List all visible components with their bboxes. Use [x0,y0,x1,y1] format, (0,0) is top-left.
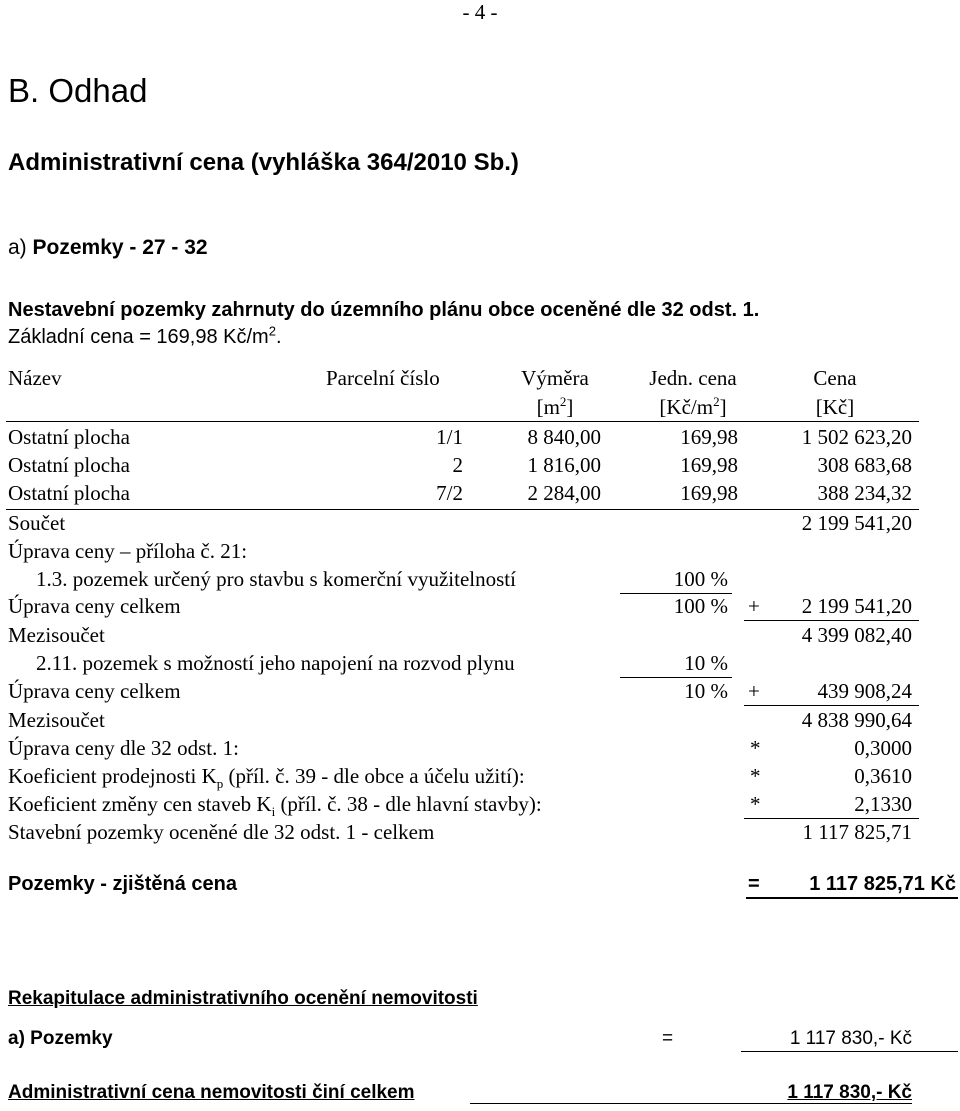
base-price-end: . [275,326,282,348]
row-1-unit-price: 169,98 [680,425,738,449]
adj2-total-rule [744,705,919,706]
header-parcel: Parcelní číslo [326,366,440,390]
unit-price-unit-b: ] [719,395,727,419]
total-value: 1 117 830,- Kč [787,1082,912,1103]
area-unit-b: ] [566,395,574,419]
intro-line-2 [8,323,282,348]
adj2-pct: 10 % [684,651,728,675]
mezisoucet2-value: 4 838 990,64 [801,708,912,732]
row-2-parcel: 2 [452,453,463,477]
ki-label [8,792,542,820]
adj2-total-label: Úprava ceny celkem [8,679,181,703]
adj1-pct: 100 % [673,567,728,591]
admin-heading: Administrativní cena (vyhláška 364/2010 Sb.) [8,149,519,176]
unit-price-unit-a: [Kč/m [659,395,714,419]
adj1-label: 1.3. pozemek určený pro stavbu s komerční využitelností [36,567,516,591]
ki-label-a: Koeficient změny cen staveb K [8,792,272,816]
row-2-unit-price: 169,98 [680,453,738,477]
zjistena-rule [746,897,958,899]
uprava32-op: * [750,736,761,760]
soucet-label: Součet [8,511,66,535]
row-3-price: 388 234,32 [817,481,912,505]
adj1-total-op: + [748,594,760,618]
adj1-total-label: Úprava ceny celkem [8,594,181,618]
uprava32-value: 0,3000 [854,736,912,760]
mezisoucet1-label: Mezisoučet [8,623,105,647]
row-3-unit-price: 169,98 [680,481,738,505]
header-name: Název [8,366,62,390]
total-label: Administrativní cena nemovitosti činí celkem [8,1082,415,1103]
header-price: Cena [813,366,857,390]
adj1-total-rule [744,620,919,621]
header-area-unit [495,394,615,419]
rekap-pozemky-value: 1 117 830,- Kč [789,1028,912,1049]
pozemky-heading-prefix: a) [8,236,33,259]
kp-op: * [750,764,761,788]
base-price-text: Základní cena = 169,98 Kč/m [8,326,269,348]
page-number: - 4 - [462,0,498,24]
mezisoucet1-value: 4 399 082,40 [801,623,912,647]
mezisoucet2-label: Mezisoučet [8,708,105,732]
header-unit-price-unit [628,394,758,419]
kp-label [8,764,525,792]
stavebni-value: 1 117 825,71 [802,820,912,844]
uprava-label: Úprava ceny – příloha č. 21: [8,539,248,563]
row-3-parcel: 7/2 [436,481,463,505]
row-1-price: 1 502 623,20 [801,425,912,449]
ki-rule [744,818,919,819]
header-unit-price: Jedn. cena [649,366,737,390]
row-2-area: 1 816,00 [527,453,601,477]
row-1-area: 8 840,00 [527,425,601,449]
stavebni-label: Stavební pozemky oceněné dle 32 odst. 1 - celkem [8,820,435,844]
ki-op: * [750,792,761,816]
unit-price-unit-sup: 2 [713,394,720,409]
header-price-unit: [Kč] [815,395,855,419]
kp-value: 0,3610 [854,764,912,788]
row-2-price: 308 683,68 [817,453,912,477]
pozemky-heading [8,237,208,258]
kp-label-b: (příl. č. 39 - dle obce a účelu užití): [223,764,525,788]
row-3-area: 2 284,00 [527,481,601,505]
adj2-total-value: 439 908,24 [817,679,912,703]
area-unit-sup: 2 [559,394,567,409]
soucet-value: 2 199 541,20 [801,511,912,535]
area-unit-a: [m [536,395,560,419]
section-title: B. Odhad [8,72,148,109]
adj2-total-op: + [748,679,760,703]
ki-sub: i [271,804,276,820]
row-2-name: Ostatní plocha [8,453,130,477]
rekap-pozemky-label: a) Pozemky [8,1028,113,1049]
zjistena-value: 1 117 825,71 Kč [809,873,956,895]
row-1-parcel: 1/1 [436,425,463,449]
base-price-sup: 2 [268,323,276,339]
adj2-label: 2.11. pozemek s možností jeho napojení na rozvod plynu [36,651,515,675]
row-1-name: Ostatní plocha [8,425,130,449]
rows-rule [6,509,919,510]
kp-label-a: Koeficient prodejnosti K [8,764,217,788]
pozemky-heading-text: Pozemky - 27 - 32 [32,236,208,259]
rekap-pozemky-rule [741,1051,958,1052]
uprava32-label: Úprava ceny dle 32 odst. 1: [8,736,239,760]
row-3-name: Ostatní plocha [8,481,130,505]
intro-line-1: Nestavební pozemky zahrnuty do územního plánu obce oceněné dle 32 odst. 1. [8,299,760,321]
ki-label-b: (příl. č. 38 - dle hlavní stavby): [275,792,542,816]
rekap-pozemky-op: = [662,1028,674,1049]
adj1-total-pct: 100 % [673,594,728,618]
total-label-rule [470,1103,912,1104]
adj1-total-value: 2 199 541,20 [801,594,912,618]
adj2-rule [620,677,732,678]
zjistena-label: Pozemky - zjištěná cena [8,873,237,895]
ki-value: 2,1330 [854,792,912,816]
zjistena-op: = [748,873,760,895]
kp-sub: p [216,776,224,792]
adj2-total-pct: 10 % [684,679,728,703]
rekap-heading: Rekapitulace administrativního ocenění nemovitosti [8,988,478,1009]
header-rule [6,421,919,422]
header-area: Výměra [521,366,589,390]
